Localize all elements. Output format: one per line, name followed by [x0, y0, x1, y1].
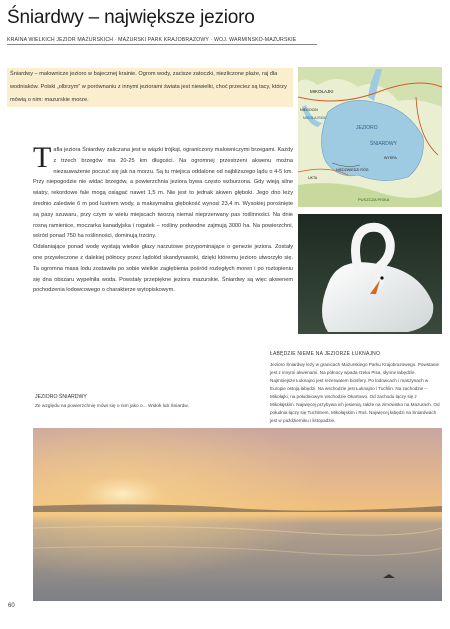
body-text: [33, 141, 293, 296]
sidebar-text: Jezioro Śniardwy leży w granicach Mazurskiego Parku Krajobrazowego. Powstanie jest z innymi akwenami. Na północy wpada rzeka Pisa, słynne łabędzie. Najmniejsze Łuknajno jest rezerwatem biosfery. Po lodowcach i maszynach w Europie ostoją łabędzi. Na wschodzie jest Łuknajno i Tuchlin. Na zachodzie – Mikołajki, na południowym wschodzie Okartowo. Od zachodu łączy się z Mikołajskim. Najwięcej przybywa ich jesienią, także na zimowisko na Mazurach. Od południa łączy się Tuchlinem, Mikołajskim i Roś. Najwięcej łabędzi na Śniardwach jest w październiku i listopadzie.: [270, 362, 440, 423]
intro-paragraph: Śniardwy – malownicze jezioro w bajecznej krainie. Ogrom wody, zacisze zatoczki, niezliczone plaże, raj dla wodniaków. Polski „olbrzym” w porównaniu z innymi jeziorami świata jest niewielki, choć przeciez są tacy, którzy mówią o nim: mazurskie morze.: [7, 68, 293, 107]
map-label: MIKOŁAJSKIE: [303, 116, 327, 120]
caption-heading: JEZIORO ŚNIARDWY: [35, 394, 87, 400]
page-number: 60: [8, 603, 15, 609]
map-label: JEZIORO: [356, 125, 378, 131]
caption-text: Ze względu na powierzchnię mówi się o nim jako o... Widok lub Śniardw.: [35, 404, 189, 409]
swan-photo: [298, 214, 442, 334]
map-label: NIEGOCIN: [300, 108, 318, 112]
lake-map: [298, 67, 442, 207]
page-subtitle: KRAINA WIELKICH JEZIOR MAZURSKICH · MAZURSKI PARK KRAJOBRAZOWY · WOJ. WARMIŃSKO-MAZURSKIE: [7, 37, 317, 45]
map-label: UKTA: [308, 176, 318, 180]
map-label: WYSPA: [384, 156, 397, 160]
sunset-photo: [33, 428, 442, 601]
page-title: Śniardwy – największe jezioro: [7, 7, 255, 28]
map-label: MIKOŁAJKI: [310, 89, 334, 94]
body-paragraph-1: afla jeziora Śniardwy zaliczana jest w wiązki trójkąt, ograniczony malowniczymi brzegami. Każdy z trzech brzegów ma 20-25 km długości. Na ogromnej przestrzeni akwenu można niezauważenie poczuć się jak na morzu. Są tu miejsca oddalone od najbliższego lądu o 4-5 km. Przy niepogodzie nie widać brzegów, a powierzchnia jeziora bywa często wzburzona. Gdy wieją silne wiatry, rekordowe fale mogą osiągać nawet 1,5 m. Nie jest to jednak akwen głęboki. Jego dno leży średnio zaledwie 6 m pod lustrem wody, a maksymalna głębokość wynosi 23,4 m. Wysokiej porośnięte są pasy szuwaru, przy czym w wielu miejscach tworzą niemal nieprzerwany pas roślinności. Na dnie rosną ramienice, moczarka kanadyjska i rogatek – rośliny podwodne zajmują 3000 ha. Na powierzchni, wśród ponad 750 ha roślinności, dominują trzciny.: [33, 147, 293, 240]
map-label: PUSZCZA PISKA: [358, 197, 390, 202]
map-label: ŚNIARDWY: [370, 141, 397, 147]
drop-cap: T: [33, 141, 52, 174]
sidebar-heading: ŁABĘDZIE NIEME NA JEZIORZE ŁUKNAJNO: [270, 351, 381, 357]
body-paragraph-2: Odsłaniające ponad wodę wystają wielkie głazy narzutowe przypominające o genezie jeziora. Zostały one przywleczone z dalekiej północy przez lądolód skandynawski, dzięki któremu jezioro utworzyło się. Ta ogromna masa lodu zostawiła po sobie wielkie zagłębienia pośród rozległych moren i po roztopieniu się dna obszaru wypełniła woda. Powstały przepiękne jeziora mazurskie. Śniardwy są więc akwenem pochodzenia lodowcowego o charakterze wytopiskowym.: [33, 244, 293, 294]
map-label: NIEDZWIEDZI RÓG: [336, 168, 369, 172]
